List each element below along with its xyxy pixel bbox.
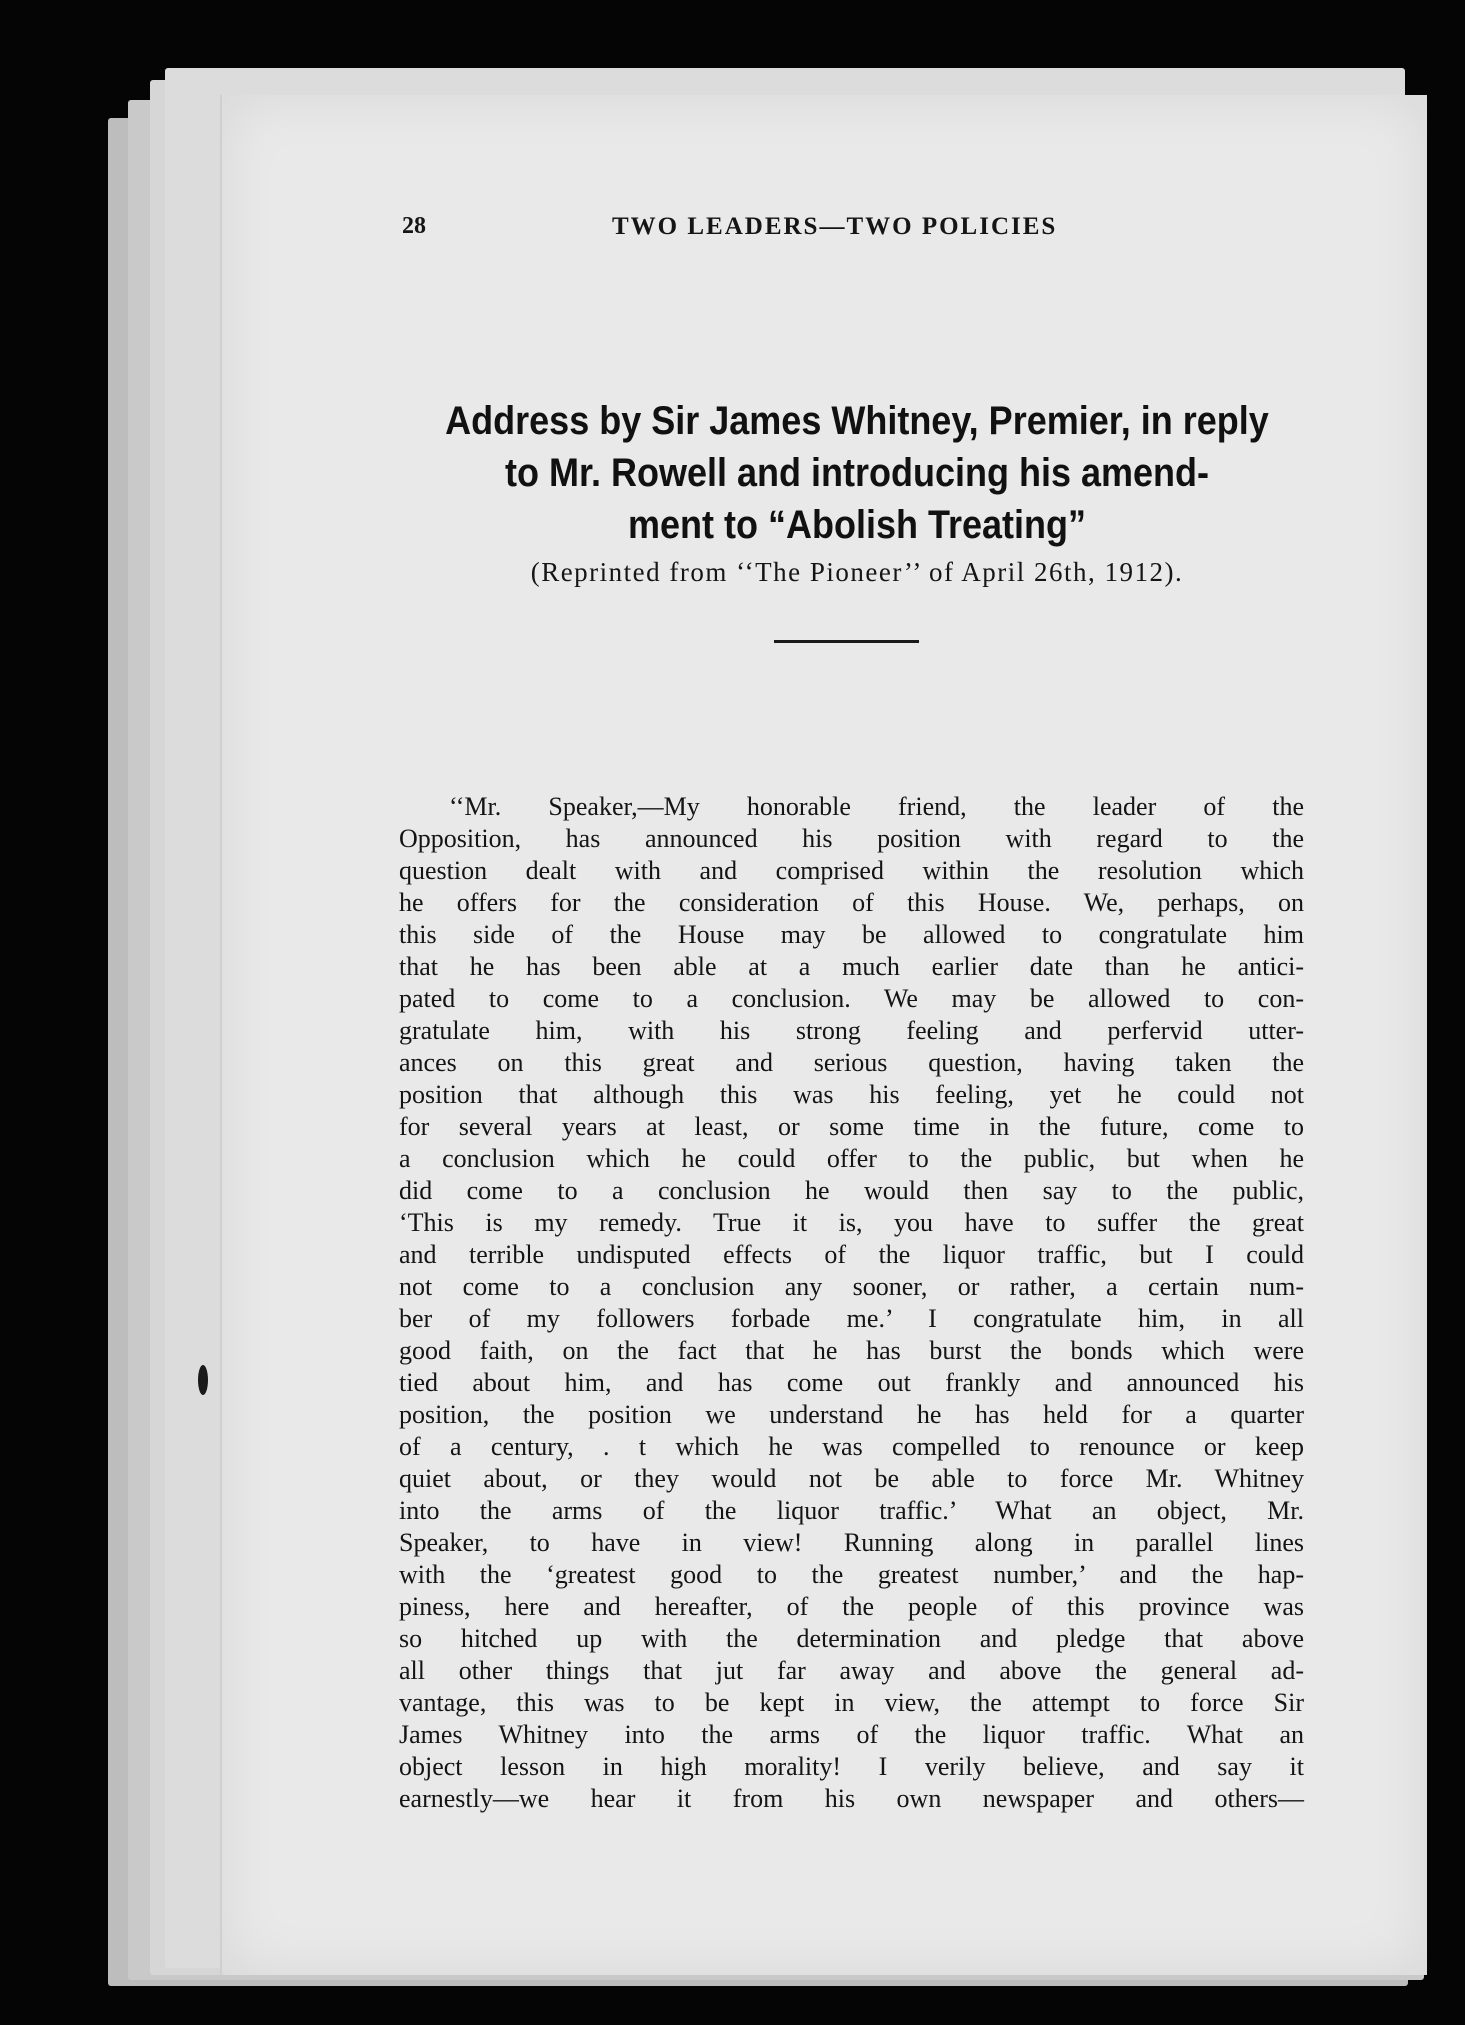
body-line: ‘‘Mr. Speaker,—My honorable friend, the leader of the (449, 792, 1304, 821)
body-line: quiet about, or they would not be able to force Mr. Whitney (399, 1464, 1304, 1493)
body-line: that he has been able at a much earlier date than he antici- (399, 952, 1304, 981)
title-line: to Mr. Rowell and introducing his amend- (504, 451, 1210, 495)
book-page (220, 95, 1427, 1975)
body-line: ances on this great and serious question, having taken the (399, 1048, 1304, 1077)
body-line: position, the position we understand he has held for a quarter (399, 1400, 1304, 1429)
body-line: all other things that jut far away and above the general ad- (399, 1656, 1304, 1685)
ink-speck (198, 1365, 208, 1395)
page-header (402, 213, 1322, 253)
body-line: Opposition, has announced his position with regard to the (399, 824, 1304, 853)
body-line: of a century, . t which he was compelled to renounce or keep (399, 1432, 1304, 1461)
article-title (430, 395, 1285, 551)
running-title: TWO LEADERS—TWO POLICIES (612, 213, 1058, 240)
body-line: question dealt with and comprised within the resolution which (399, 856, 1304, 885)
page-number: 28 (402, 213, 426, 239)
body-line: gratulate him, with his strong feeling and perfervid utter- (399, 1016, 1304, 1045)
body-line: earnestly—we hear it from his own newspaper and others— (399, 1784, 1304, 1813)
body-line: into the arms of the liquor traffic.’ What an object, Mr. (399, 1496, 1304, 1525)
body-line: object lesson in high morality! I verily believe, and say it (399, 1752, 1304, 1781)
article-body (399, 791, 1304, 1815)
body-line: this side of the House may be allowed to congratulate him (399, 920, 1304, 949)
body-line: vantage, this was to be kept in view, the attempt to force Sir (399, 1688, 1304, 1717)
body-line: tied about him, and has come out frankly and announced his (399, 1368, 1304, 1397)
body-line: and terrible undisputed effects of the liquor traffic, but I could (399, 1240, 1304, 1269)
body-line: position that although this was his feeling, yet he could not (399, 1080, 1304, 1109)
body-line: Speaker, to have in view! Running along in parallel lines (399, 1528, 1304, 1557)
body-line: James Whitney into the arms of the liquor traffic. What an (399, 1720, 1304, 1749)
body-line: did come to a conclusion he would then say to the public, (399, 1176, 1304, 1205)
body-line: a conclusion which he could offer to the public, but when he (399, 1144, 1304, 1173)
title-line: ment to “Abolish Treating” (627, 503, 1087, 547)
body-line: for several years at least, or some time in the future, come to (399, 1112, 1304, 1141)
body-line: so hitched up with the determination and pledge that above (399, 1624, 1304, 1653)
article-heading (382, 395, 1332, 588)
body-line: not come to a conclusion any sooner, or rather, a certain num- (399, 1272, 1304, 1301)
body-line: with the ‘greatest good to the greatest number,’ and the hap- (399, 1560, 1304, 1589)
body-line: piness, here and hereafter, of the people of this province was (399, 1592, 1304, 1621)
reprint-note: (Reprinted from ‘‘The Pioneer’’ of April 26th, 1912). (530, 557, 1184, 587)
body-line: good faith, on the fact that he has burst the bonds which were (399, 1336, 1304, 1365)
body-line: he offers for the consideration of this House. We, perhaps, on (399, 888, 1304, 917)
body-line: pated to come to a conclusion. We may be allowed to con- (399, 984, 1304, 1013)
body-line: ber of my followers forbade me.’ I congratulate him, in all (399, 1304, 1304, 1333)
divider-rule (774, 640, 919, 643)
title-line: Address by Sir James Whitney, Premier, in reply (445, 399, 1269, 443)
body-line: ‘This is my remedy. True it is, you have to suffer the great (399, 1208, 1304, 1237)
